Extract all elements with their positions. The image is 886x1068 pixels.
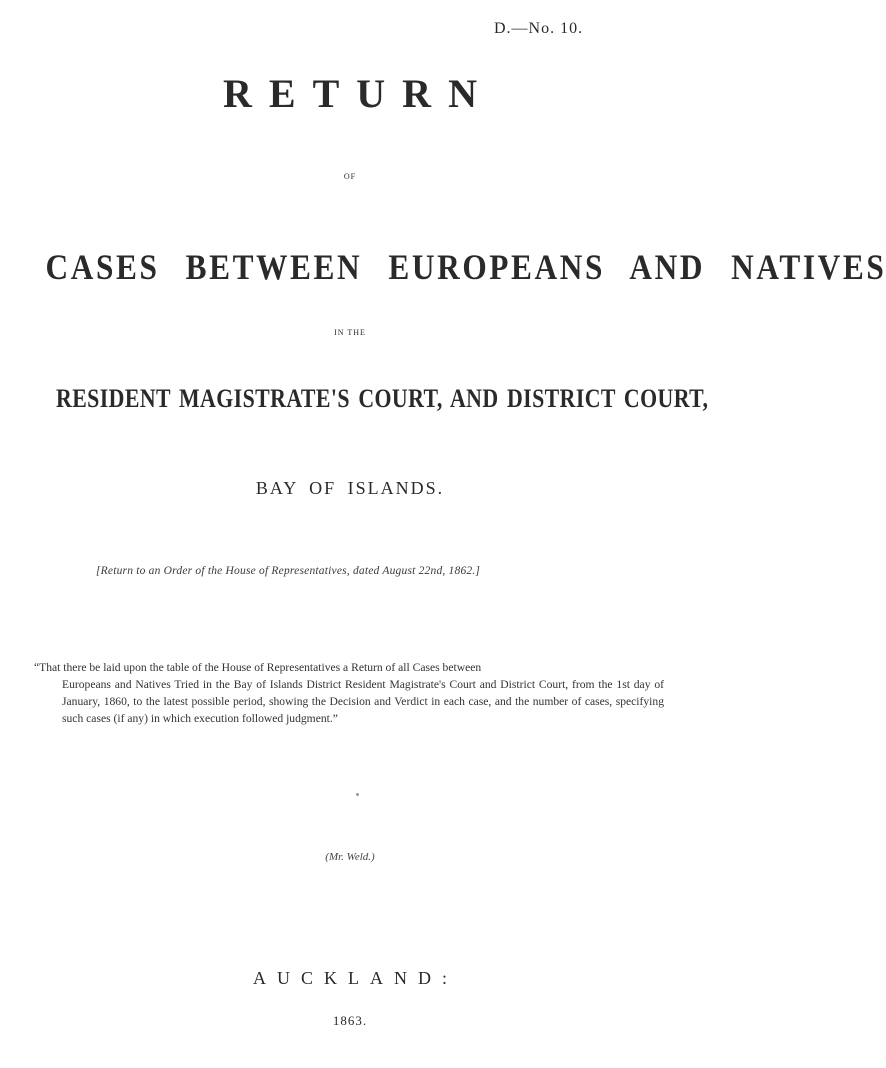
title-place: BAY OF ISLANDS. (255, 478, 445, 498)
paper-speck (356, 793, 359, 796)
document-number: D.—No. 10. (494, 20, 584, 37)
publication-year: 1863. (332, 1013, 368, 1028)
page-title: RETURN (223, 71, 494, 116)
title-in-the: IN THE (334, 328, 366, 337)
order-note: [Return to an Order of the House of Representatives, dated August 22nd, 1862.] (96, 565, 481, 577)
title-subject: CASES BETWEEN EUROPEANS AND NATIVES (45, 247, 886, 287)
motion-first-line: “That there be laid upon the table of the House of Representatives a Return of all Cases between (34, 661, 482, 674)
motion-text (34, 659, 664, 727)
mover-name: (Mr. Weld.) (325, 851, 375, 863)
title-of: OF (343, 172, 357, 181)
publication-city: AUCKLAND: (253, 968, 458, 988)
title-court: RESIDENT MAGISTRATE'S COURT, AND DISTRICT COURT, (56, 384, 709, 413)
motion-continuation: Europeans and Natives Tried in the Bay of Islands District Resident Magistrate's Court and District Court, from the 1st day of January, 1860, to the latest possible period, showing the Decision and Verdict in each case, and the number of cases, specifying such cases (if any) in which execution followed judgment.” (62, 678, 664, 725)
